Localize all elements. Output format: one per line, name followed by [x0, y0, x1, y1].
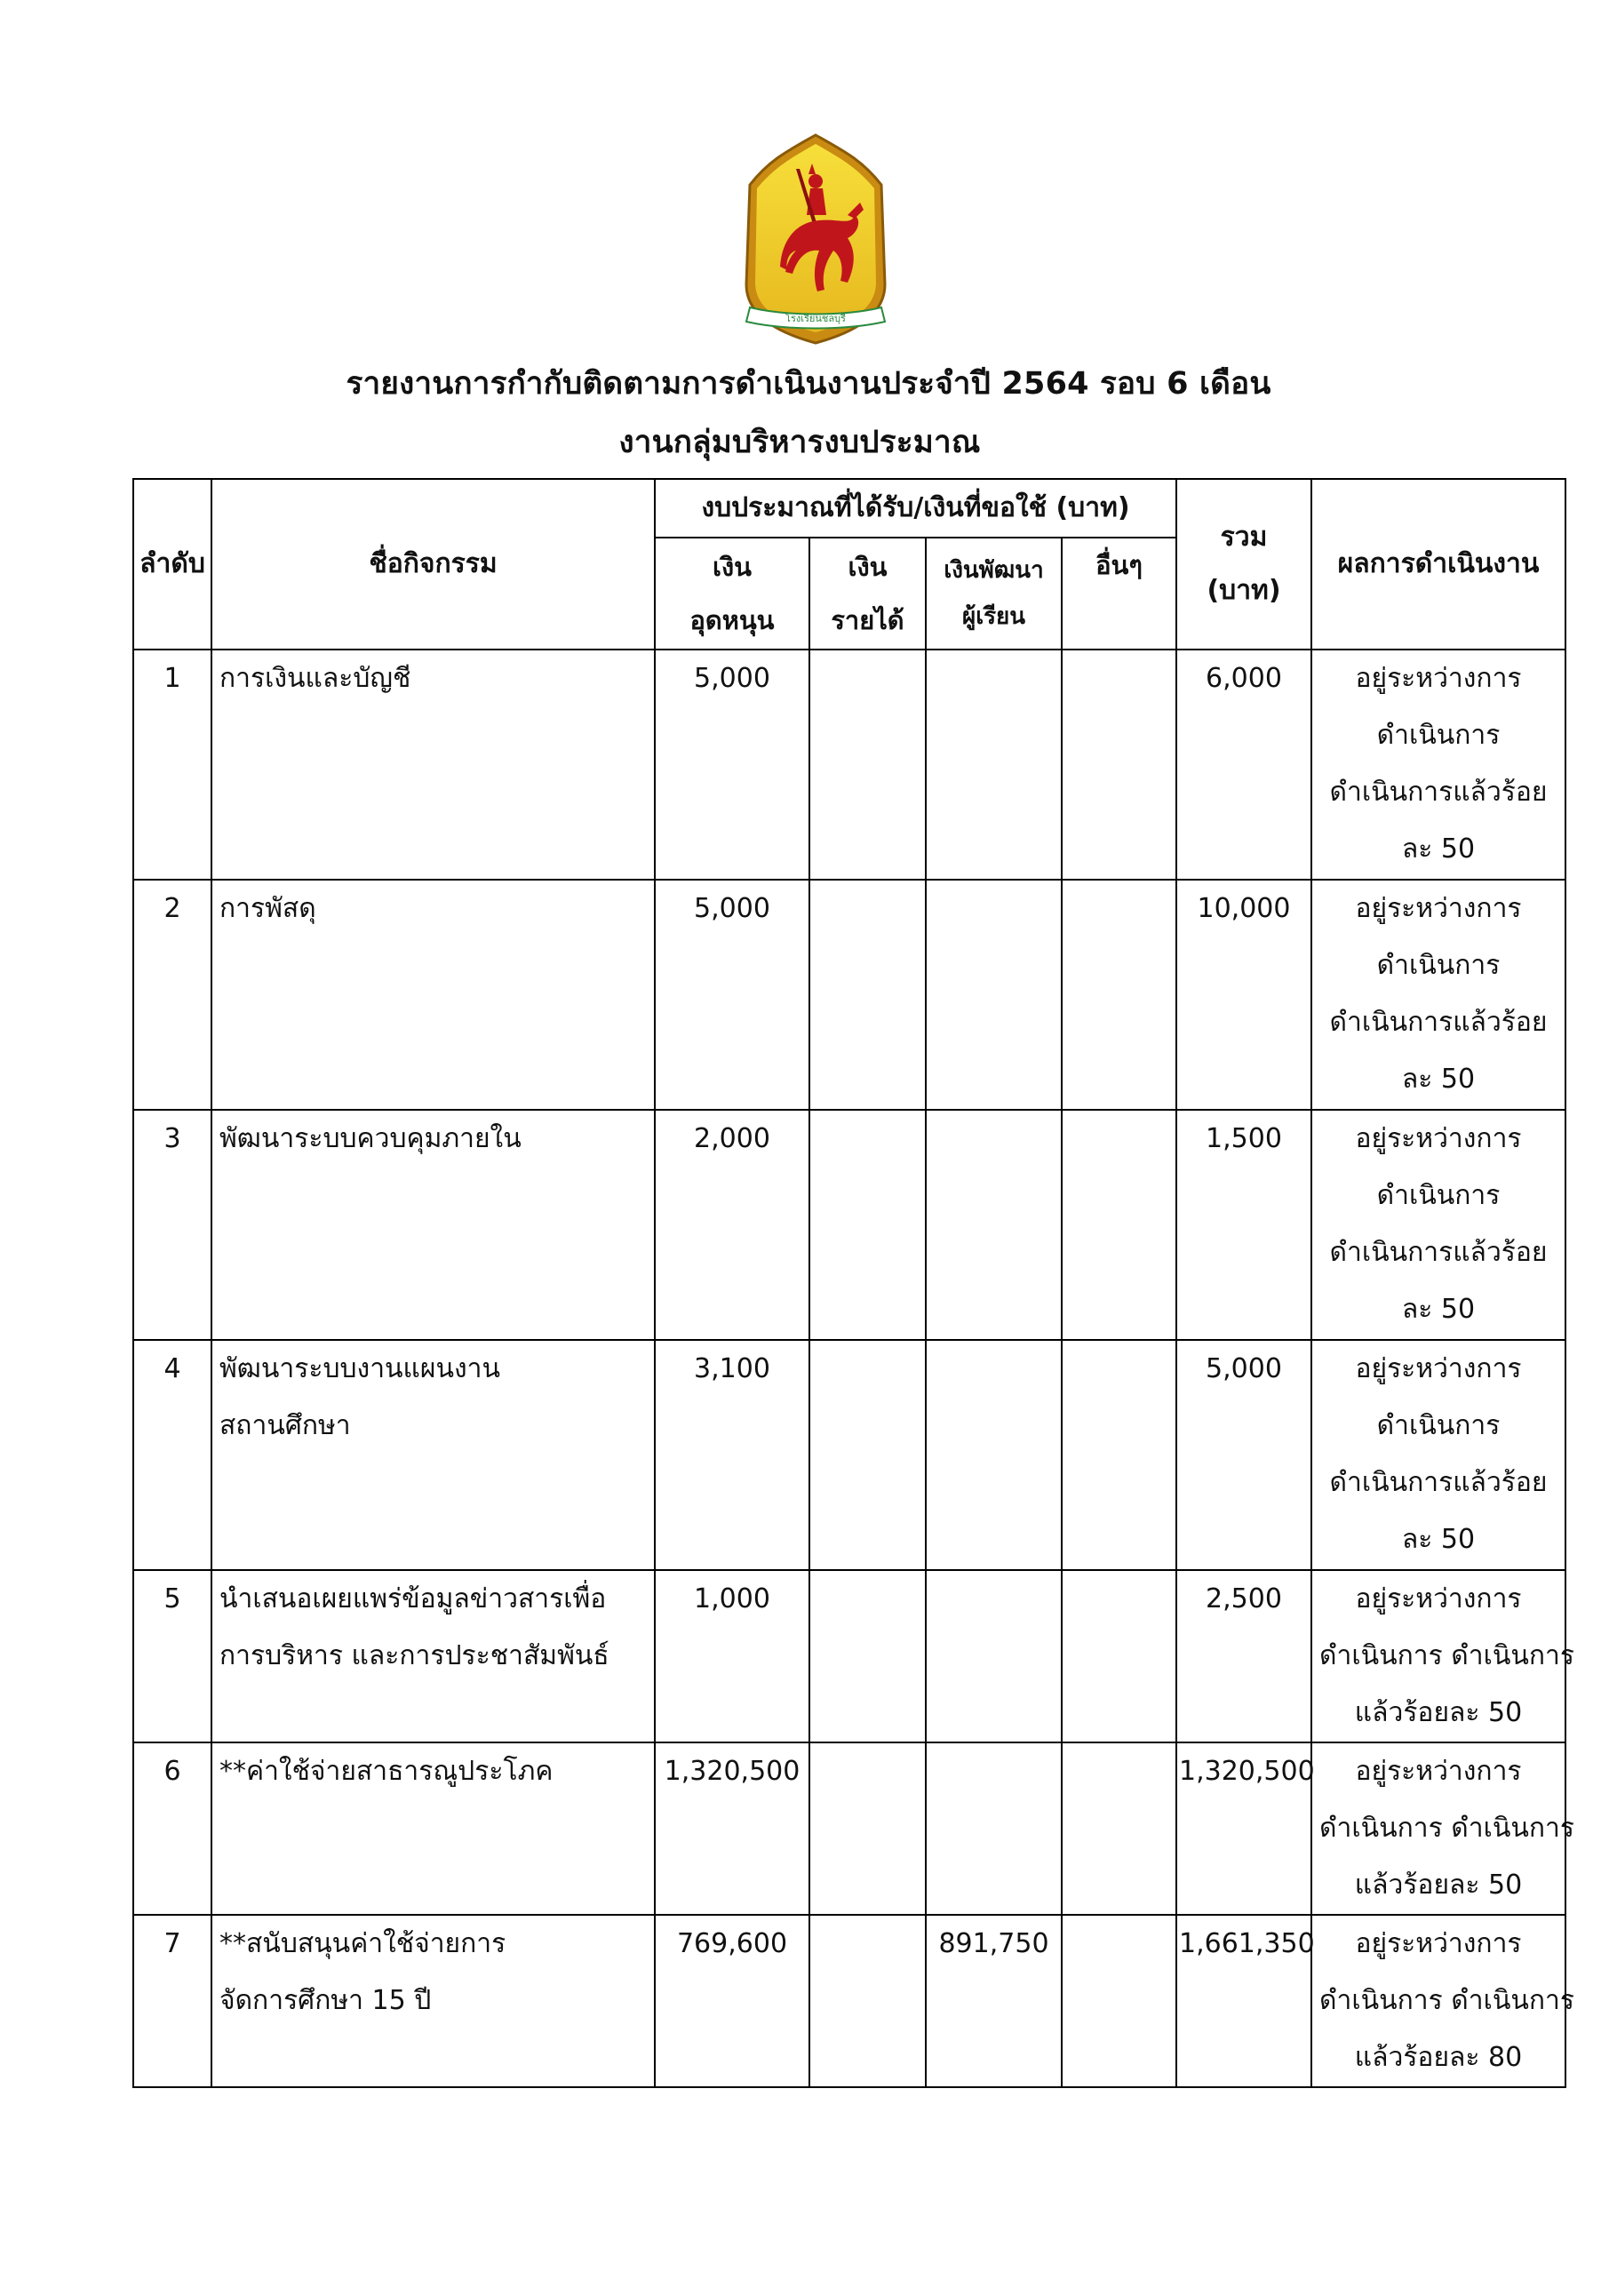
cell-other	[1062, 650, 1176, 880]
cell-activity	[211, 1915, 655, 2087]
header-total-line2: (บาท)	[1207, 575, 1281, 606]
cell-income	[809, 650, 926, 880]
result-line: แล้วร้อยละ 50	[1354, 1869, 1523, 1901]
activity-line: จัดการศึกษา 15 ปี	[219, 1985, 432, 2016]
cell-total: 1,320,500	[1176, 1742, 1311, 1915]
result-line: ดำเนินการแล้วร้อย	[1329, 1007, 1548, 1038]
table-row	[133, 1570, 1565, 1742]
result-line: ละ 50	[1401, 1524, 1476, 1555]
cell-income	[809, 1742, 926, 1915]
result-line: อยู่ระหว่างการ	[1355, 1123, 1522, 1154]
activity-line: การเงินและบัญชี	[219, 663, 411, 694]
table-row	[133, 1915, 1565, 2087]
cell-result	[1311, 1110, 1565, 1340]
table-row	[133, 1742, 1565, 1915]
result-line: ดำเนินการ	[1376, 1180, 1501, 1211]
cell-order: 4	[133, 1340, 211, 1570]
cell-learner-dev	[926, 1742, 1062, 1915]
activity-line: สถานศึกษา	[219, 1410, 351, 1441]
cell-learner-dev	[926, 650, 1062, 880]
activity-line: พัฒนาระบบควบคุมภายใน	[219, 1123, 522, 1154]
cell-other	[1062, 1570, 1176, 1742]
cell-activity	[211, 1110, 655, 1340]
cell-activity	[211, 1742, 655, 1915]
result-line: ดำเนินการแล้วร้อย	[1329, 1237, 1548, 1268]
cell-result	[1311, 1340, 1565, 1570]
cell-other	[1062, 1110, 1176, 1340]
cell-income	[809, 1915, 926, 2087]
result-line: แล้วร้อยละ 80	[1354, 2042, 1523, 2073]
cell-order: 6	[133, 1742, 211, 1915]
header-activity: ชื่อกิจกรรม	[211, 479, 655, 650]
activity-line: การพัสดุ	[219, 893, 316, 924]
cell-total: 2,500	[1176, 1570, 1311, 1742]
result-line: อยู่ระหว่างการ	[1355, 1353, 1522, 1384]
cell-subsidy: 769,600	[655, 1915, 809, 2087]
result-line: แล้วร้อยละ 50	[1354, 1697, 1523, 1728]
result-line: ดำเนินการ	[1376, 720, 1501, 751]
header-income	[809, 538, 926, 650]
activity-line: **สนับสนุนค่าใช้จ่ายการ	[219, 1928, 506, 1959]
cell-total: 1,500	[1176, 1110, 1311, 1340]
cell-learner-dev	[926, 1340, 1062, 1570]
cell-order: 3	[133, 1110, 211, 1340]
cell-activity	[211, 650, 655, 880]
cell-income	[809, 1570, 926, 1742]
cell-result	[1311, 880, 1565, 1110]
result-line: ดำเนินการ ดำเนินการ	[1319, 1813, 1574, 1844]
result-line: ดำเนินการ	[1376, 1410, 1501, 1441]
result-line: ละ 50	[1401, 1294, 1476, 1325]
cell-activity	[211, 1340, 655, 1570]
school-emblem-logo	[734, 133, 897, 345]
activity-line: **ค่าใช้จ่ายสาธารณูประโภค	[219, 1756, 554, 1787]
header-income-line1: เงิน	[848, 552, 888, 582]
header-learner-dev	[926, 538, 1062, 650]
header-subsidy-line2: อุดหนุน	[689, 605, 775, 635]
result-line: อยู่ระหว่างการ	[1355, 893, 1522, 924]
report-title: รายงานการกำกับติดตามการดำเนินงานประจำปี 2564 รอบ 6 เดือน	[346, 366, 1271, 402]
budget-report-table	[132, 478, 1574, 2088]
report-subtitle: งานกลุ่มบริหารงบประมาณ	[618, 425, 981, 460]
cell-other	[1062, 1742, 1176, 1915]
result-line: ดำเนินการแล้วร้อย	[1329, 777, 1548, 808]
header-result: ผลการดำเนินงาน	[1311, 479, 1565, 650]
header-learner-dev-line1: เงินพัฒนา	[944, 557, 1044, 584]
table-row	[133, 650, 1565, 880]
cell-subsidy: 5,000	[655, 880, 809, 1110]
cell-total: 6,000	[1176, 650, 1311, 880]
cell-learner-dev: 891,750	[926, 1915, 1062, 2087]
cell-total: 5,000	[1176, 1340, 1311, 1570]
cell-learner-dev	[926, 880, 1062, 1110]
cell-learner-dev	[926, 1110, 1062, 1340]
cell-result	[1311, 650, 1565, 880]
activity-line: การบริหาร และการประชาสัมพันธ์	[219, 1640, 609, 1671]
activity-line: นำเสนอเผยแพร่ข้อมูลข่าวสารเพื่อ	[219, 1583, 607, 1614]
cell-other	[1062, 880, 1176, 1110]
header-subsidy	[655, 538, 809, 650]
header-total	[1176, 479, 1311, 650]
cell-activity	[211, 880, 655, 1110]
header-budget-group: งบประมาณที่ได้รับ/เงินที่ขอใช้ (บาท)	[655, 479, 1176, 538]
cell-total: 1,661,350	[1176, 1915, 1311, 2087]
result-line: อยู่ระหว่างการ	[1355, 1928, 1522, 1959]
header-total-line1: รวม	[1220, 522, 1268, 553]
result-line: ดำเนินการ ดำเนินการ	[1319, 1640, 1574, 1671]
result-line: ละ 50	[1401, 1064, 1476, 1095]
table-row	[133, 1110, 1565, 1340]
cell-order: 2	[133, 880, 211, 1110]
result-line: อยู่ระหว่างการ	[1355, 1756, 1522, 1787]
cell-learner-dev	[926, 1570, 1062, 1742]
cell-subsidy: 5,000	[655, 650, 809, 880]
result-line: ละ 50	[1401, 833, 1476, 865]
table-row	[133, 1340, 1565, 1570]
cell-order: 5	[133, 1570, 211, 1742]
cell-order: 1	[133, 650, 211, 880]
header-other: อื่นๆ	[1062, 538, 1176, 650]
header-learner-dev-line2: ผู้เรียน	[961, 603, 1026, 630]
cell-subsidy: 1,320,500	[655, 1742, 809, 1915]
cell-subsidy: 1,000	[655, 1570, 809, 1742]
header-order: ลำดับ	[133, 479, 211, 650]
cell-activity	[211, 1570, 655, 1742]
activity-line: พัฒนาระบบงานแผนงาน	[219, 1353, 500, 1384]
logo-banner-text: โรงเรียนชลบุรี	[785, 313, 846, 324]
cell-subsidy: 2,000	[655, 1110, 809, 1340]
header-income-line2: รายได้	[831, 605, 904, 635]
table-row	[133, 880, 1565, 1110]
result-line: อยู่ระหว่างการ	[1355, 663, 1522, 694]
cell-result	[1311, 1915, 1574, 2087]
result-line: ดำเนินการ ดำเนินการ	[1319, 1985, 1574, 2016]
cell-other	[1062, 1915, 1176, 2087]
cell-income	[809, 1110, 926, 1340]
result-line: ดำเนินการ	[1376, 950, 1501, 981]
cell-income	[809, 880, 926, 1110]
cell-other	[1062, 1340, 1176, 1570]
header-subsidy-line1: เงิน	[713, 552, 752, 582]
cell-total: 10,000	[1176, 880, 1311, 1110]
result-line: ดำเนินการแล้วร้อย	[1329, 1467, 1548, 1498]
cell-order: 7	[133, 1915, 211, 2087]
result-line: อยู่ระหว่างการ	[1355, 1583, 1522, 1614]
cell-result	[1311, 1570, 1574, 1742]
cell-income	[809, 1340, 926, 1570]
cell-result	[1311, 1742, 1574, 1915]
cell-subsidy: 3,100	[655, 1340, 809, 1570]
